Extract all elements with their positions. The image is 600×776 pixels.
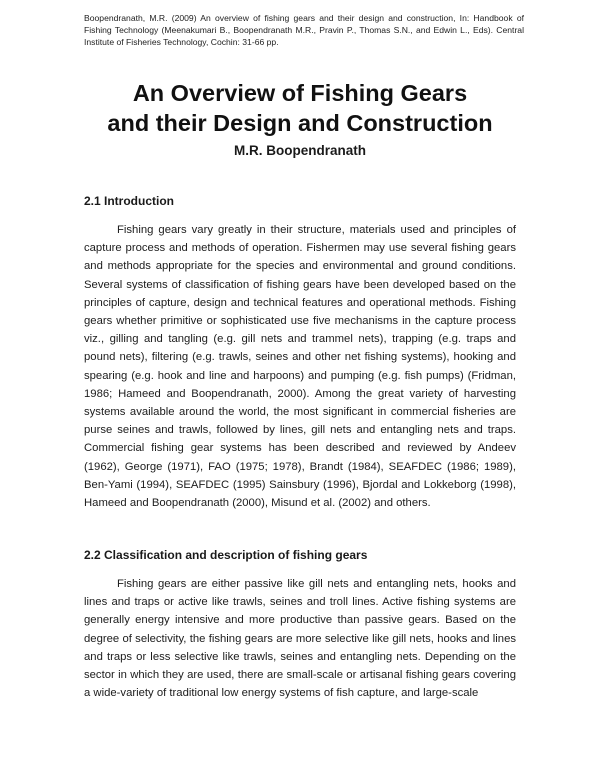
title-line-2: and their Design and Construction: [107, 110, 493, 136]
section-heading-classification: 2.2 Classification and description of fishing gears: [84, 548, 368, 562]
classification-paragraph: Fishing gears are either passive like gill nets and entangling nets, hooks and lines and traps or active like trawls, seines and troll lines. Active fishing systems are generally energy intensive and more productive than passive gears. Based on the degree of selectivity, the fishing gears are more selective like gill nets, hooks and lines and traps or less selective like trawls, seines and entangling nets. Depending on the sector in which they are used, there are small-scale or artisanal fishing gears covering a wide-variety of traditional low energy systems of fish capture, and large-scale: [84, 578, 516, 700]
title-line-1: An Overview of Fishing Gears: [132, 80, 468, 106]
citation-header: Boopendranath, M.R. (2009) An overview of fishing gears and their design and construction, In: Handbook of Fishing Technology (Meenakumari B., Boopendranath M.R., Pravin P., Thomas S.N., and Edwin L., Eds). Central Institute of Fisheries Technology, Cochin: 31-66 pp.: [84, 13, 524, 48]
section-heading-introduction: 2.1 Introduction: [84, 194, 174, 208]
paper-title: [0, 78, 600, 138]
introduction-paragraph: Fishing gears vary greatly in their structure, materials used and principles of capture process and methods of operation. Fishermen may use several fishing gears and methods appropriate for the species and environmental and ground conditions. Several systems of classification of fishing gears have been developed based on the principles of capture, design and technical features and operational methods. Fishing gears whether primitive or sophisticated use five mechanisms in the capture process viz., gilling and tangling (e.g. gill nets and trammel nets), trapping (e.g. traps and pound nets), filtering (e.g. trawls, seines and other net fishing systems), hooking and spearing (e.g. hook and line and harpoons) and pumping (e.g. fish pumps) (Fridman, 1986; Hameed and Boopendranath, 2000). Among the great variety of harvesting systems available around the world, the most significant in commercial fisheries are purse seines and trawls, followed by lines, gill nets and entangling nets and traps. Commercial fishing gear systems has been described and reviewed by Andeev (1962), George (1971), FAO (1975; 1978), Brandt (1984), SEAFDEC (1986; 1989), Ben-Yami (1994), SEAFDEC (1995) Sainsbury (1996), Bjordal and Lokkeborg (1998), Hameed and Boopendranath (2000), Misund et al. (2002) and others.: [84, 224, 516, 510]
author-name: M.R. Boopendranath: [234, 143, 366, 158]
